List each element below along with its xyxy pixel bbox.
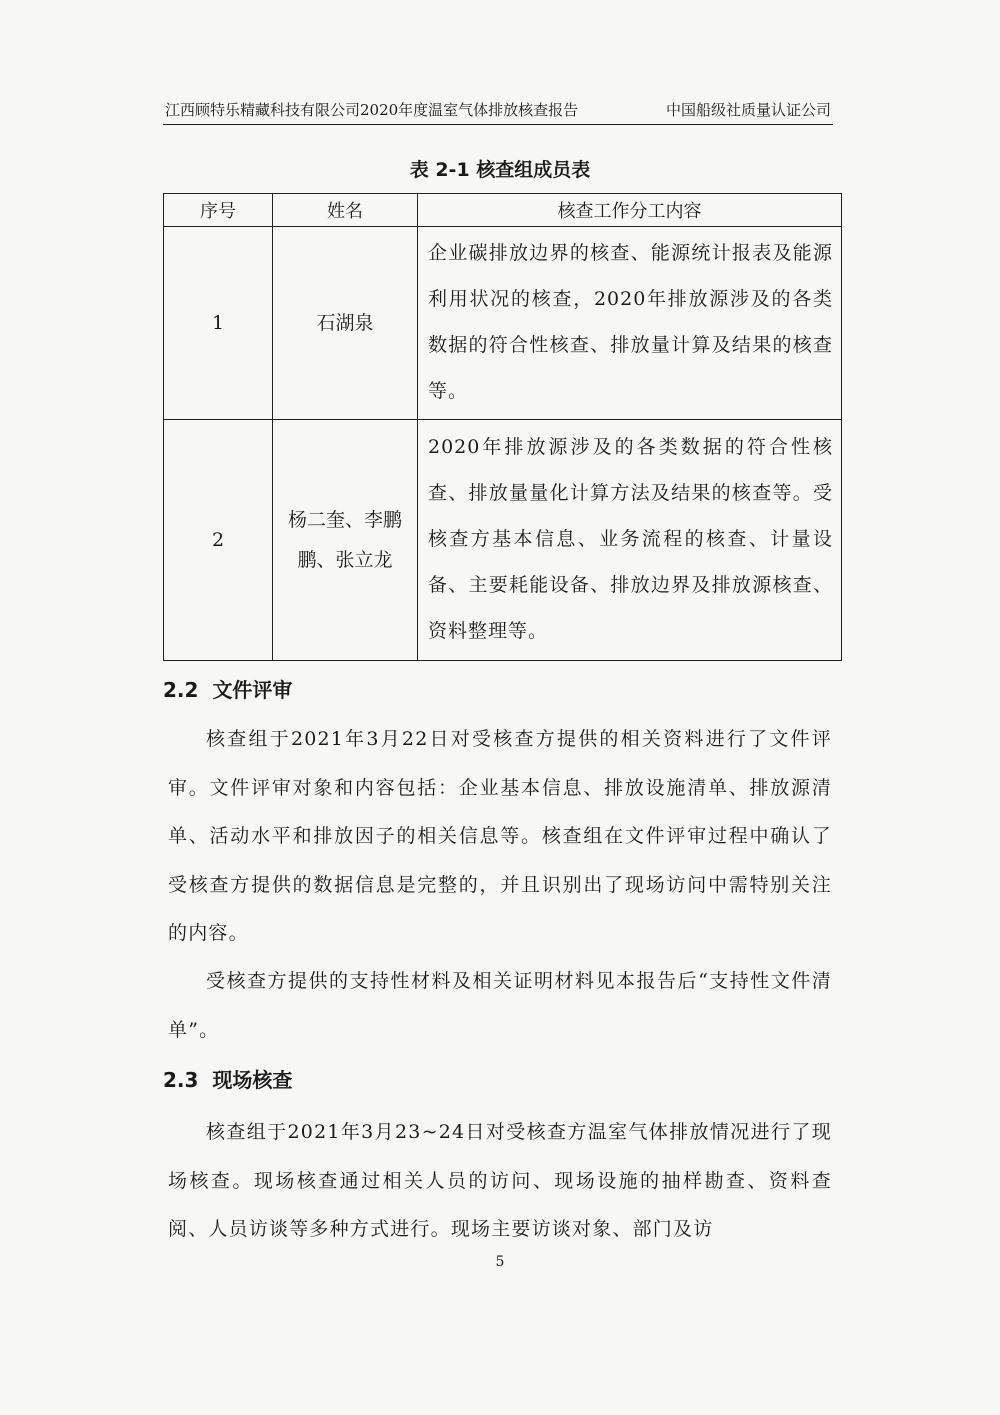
table-caption: 表 2-1 核查组成员表 bbox=[409, 159, 591, 181]
section-title: 文件评审 bbox=[212, 678, 293, 702]
column-header-name: 姓名 bbox=[273, 194, 418, 227]
member-name: 石湖泉 bbox=[273, 227, 418, 420]
section-title: 现场核查 bbox=[212, 1068, 293, 1092]
team-members-table bbox=[163, 193, 842, 661]
column-header-number: 序号 bbox=[164, 194, 273, 227]
section-heading bbox=[163, 674, 292, 703]
table-row bbox=[164, 420, 842, 661]
section-heading bbox=[163, 1064, 292, 1093]
row-number: 2 bbox=[164, 420, 273, 661]
header-organization: 中国船级社质量认证公司 bbox=[665, 101, 831, 119]
paragraph: 核查组于2021年3月23~24日对受核查方温室气体排放情况进行了现场核查。现场核查通过相关人员的访问、现场设施的抽样勘查、资料查阅、人员访谈等多种方式进行。现场主要访谈对象、部门及访 bbox=[168, 1121, 832, 1240]
header-report-title: 江西顾特乐精藏科技有限公司2020年度温室气体排放核查报告 bbox=[165, 101, 579, 119]
member-name: 杨二奎、李鹏鹏、张立龙 bbox=[273, 420, 418, 661]
table-header-row bbox=[164, 194, 842, 227]
column-header-work: 核查工作分工内容 bbox=[418, 194, 842, 227]
paragraph: 受核查方提供的支持性材料及相关证明材料见本报告后“支持性文件清单”。 bbox=[168, 970, 832, 1041]
page-header bbox=[163, 96, 833, 125]
page-number: 5 bbox=[495, 1254, 505, 1270]
paragraph: 核查组于2021年3月22日对受核查方提供的相关资料进行了文件评审。文件评审对象和内容包括：企业基本信息、排放设施清单、排放源清单、活动水平和排放因子的相关信息等。核查组在文件评审过程中确认了受核查方提供的数据信息是完整的，并且识别出了现场访问中需特别关注的内容。 bbox=[168, 728, 832, 944]
table-row bbox=[164, 227, 842, 420]
row-number: 1 bbox=[164, 227, 273, 420]
section-number: 2.3 bbox=[163, 1068, 199, 1092]
section-number: 2.2 bbox=[163, 678, 199, 702]
work-description: 2020年排放源涉及的各类数据的符合性核查、排放量量化计算方法及结果的核查等。受核查方基本信息、业务流程的核查、计量设备、主要耗能设备、排放边界及排放源核查、资料整理等。 bbox=[418, 420, 842, 661]
work-description: 企业碳排放边界的核查、能源统计报表及能源利用状况的核查，2020年排放源涉及的各类数据的符合性核查、排放量计算及结果的核查等。 bbox=[418, 227, 842, 420]
